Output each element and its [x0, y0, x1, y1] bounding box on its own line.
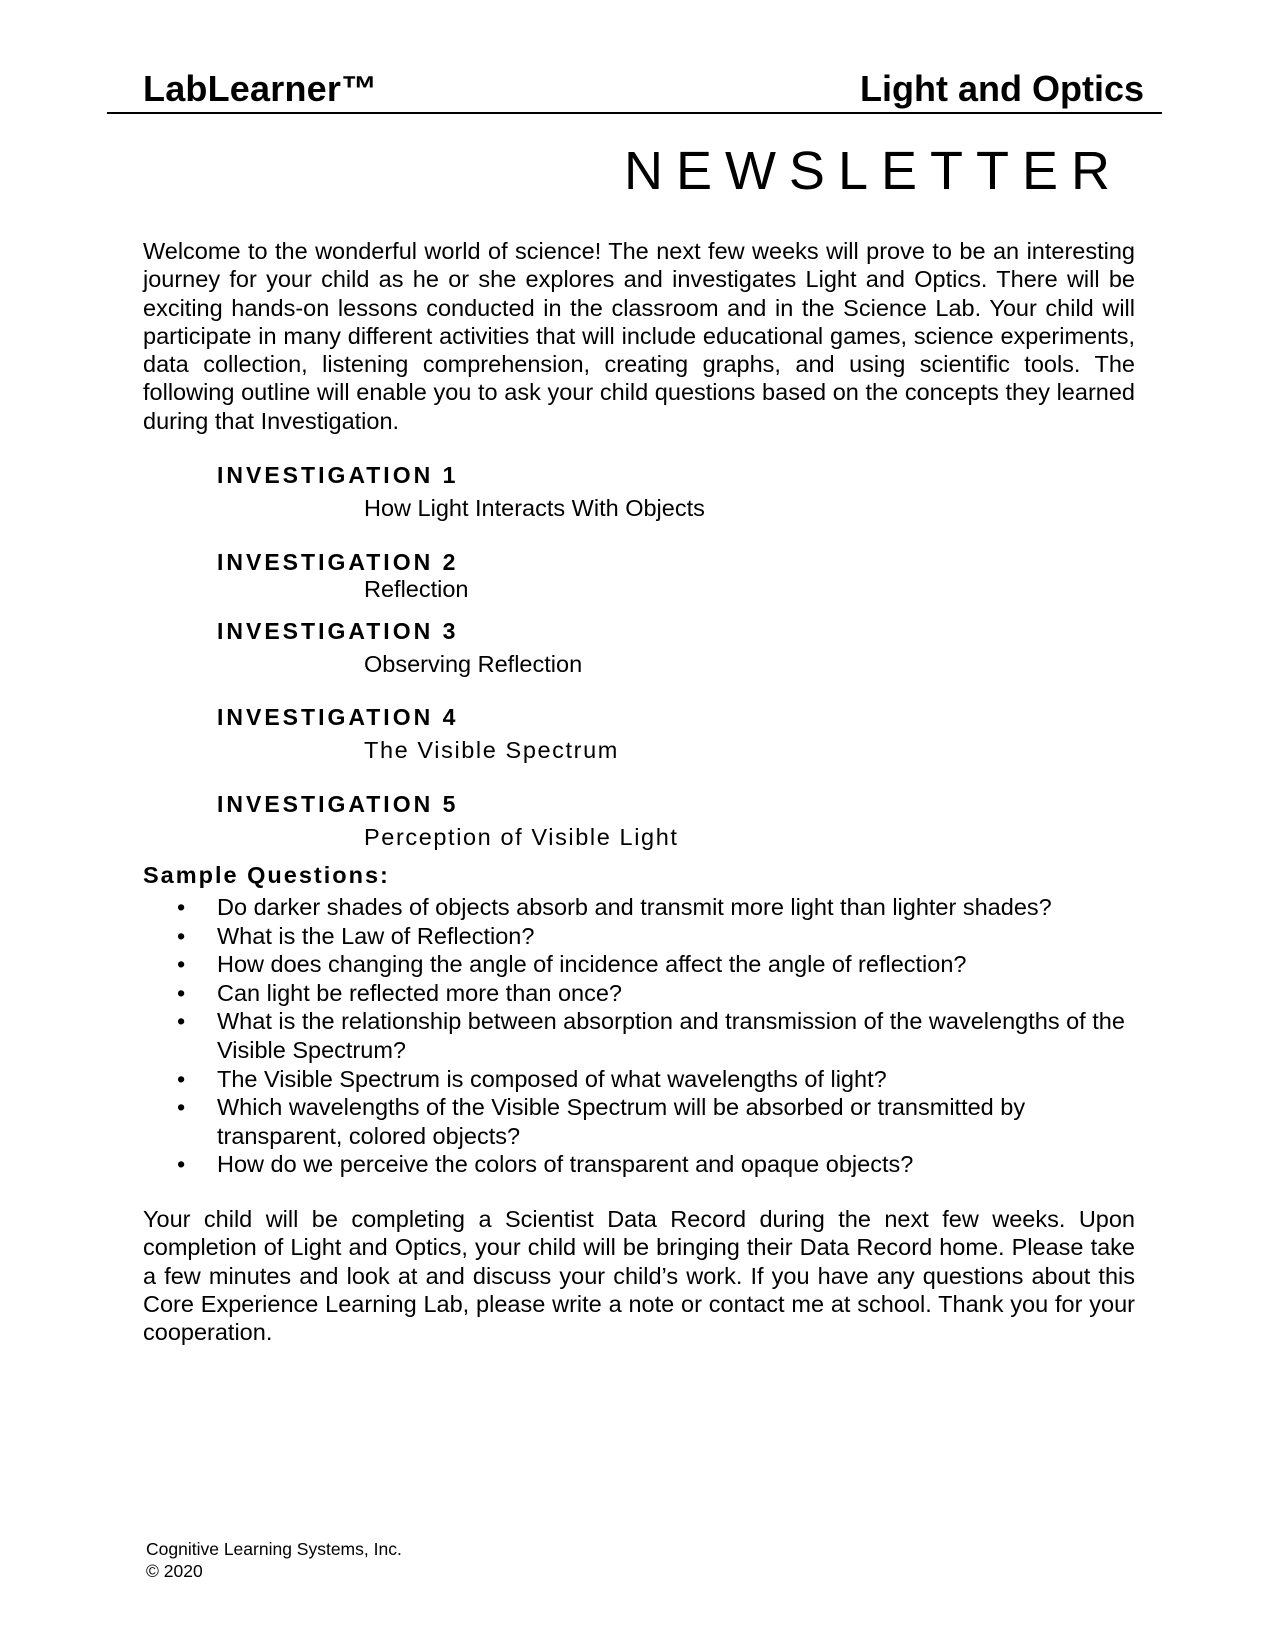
- list-item: [143, 922, 1135, 951]
- investigation-5-title: Perception of Visible Light: [364, 824, 679, 850]
- brand-name: LabLearner™: [143, 68, 378, 109]
- copyright-notice: © 2020: [146, 1561, 203, 1581]
- question-text: The Visible Spectrum is composed of what wavelengths of light?: [217, 1065, 887, 1092]
- question-text: What is the relationship between absorption and transmission of the wavelengths of the Visible Spectrum?: [217, 1008, 1125, 1063]
- bullet-icon: •: [177, 1094, 186, 1121]
- list-item: [143, 1007, 1135, 1064]
- closing-paragraph: Your child will be completing a Scientist Data Record during the next few weeks. Upon completion of Light and Optics, your child will be bringing their Data Record home. Please take a few minutes and look at and discuss your child’s work. If you have any questions about this Core Experience Learning Lab, please write a note or contact me at school. Thank you for your cooperation.: [143, 1206, 1135, 1346]
- investigation-1-heading: INVESTIGATION 1: [217, 462, 459, 488]
- investigation-4-heading: INVESTIGATION 4: [217, 704, 459, 730]
- bullet-icon: •: [177, 1065, 186, 1092]
- bullet-icon: •: [177, 1008, 186, 1035]
- question-text: Can light be reflected more than once?: [217, 979, 622, 1006]
- bullet-icon: •: [177, 951, 186, 978]
- list-item: [143, 1065, 1135, 1094]
- page-header: [107, 62, 1162, 114]
- bullet-icon: •: [177, 922, 186, 949]
- question-text: How do we perceive the colors of transparent and opaque objects?: [217, 1151, 914, 1178]
- bullet-icon: •: [177, 979, 186, 1006]
- sample-questions-heading: Sample Questions:: [143, 862, 390, 888]
- investigation-5-heading: INVESTIGATION 5: [217, 791, 459, 817]
- list-item: [143, 950, 1135, 979]
- investigation-3-heading: INVESTIGATION 3: [217, 618, 459, 644]
- intro-paragraph: Welcome to the wonderful world of science! The next few weeks will prove to be an interesting journey for your child as he or she explores and investigates Light and Optics. There will be exciting hands-on lessons conducted in the classroom and in the Science Lab. Your child will participate in many different activities that will include educational games, science experiments, data collection, listening comprehension, creating graphs, and using scientific tools. The following outline will enable you to ask your child questions based on the concepts they learned during that Investigation.: [143, 238, 1135, 434]
- list-item: [143, 893, 1135, 922]
- question-text: How does changing the angle of incidence affect the angle of reflection?: [217, 951, 967, 978]
- investigation-2-title: Reflection: [364, 576, 469, 602]
- sample-questions-list: [143, 893, 1135, 1179]
- bullet-icon: •: [177, 1151, 186, 1178]
- investigation-3-title: Observing Reflection: [364, 651, 583, 677]
- bullet-icon: •: [177, 894, 186, 920]
- company-name: Cognitive Learning Systems, Inc.: [146, 1539, 402, 1559]
- investigation-1-title: How Light Interacts With Objects: [364, 495, 705, 521]
- document-title: NEWSLETTER: [623, 141, 1123, 201]
- investigation-4-title: The Visible Spectrum: [364, 737, 619, 763]
- question-text: Do darker shades of objects absorb and transmit more light than lighter shades?: [217, 894, 1052, 920]
- question-text: What is the Law of Reflection?: [217, 922, 535, 949]
- list-item: [143, 1150, 1135, 1179]
- list-item: [143, 1093, 1135, 1150]
- page-footer: [146, 1538, 402, 1582]
- list-item: [143, 979, 1135, 1008]
- investigation-2-heading: INVESTIGATION 2: [217, 549, 459, 575]
- unit-title: Light and Optics: [860, 68, 1144, 109]
- question-text: Which wavelengths of the Visible Spectrum will be absorbed or transmitted by transparent, colored objects?: [217, 1094, 1026, 1149]
